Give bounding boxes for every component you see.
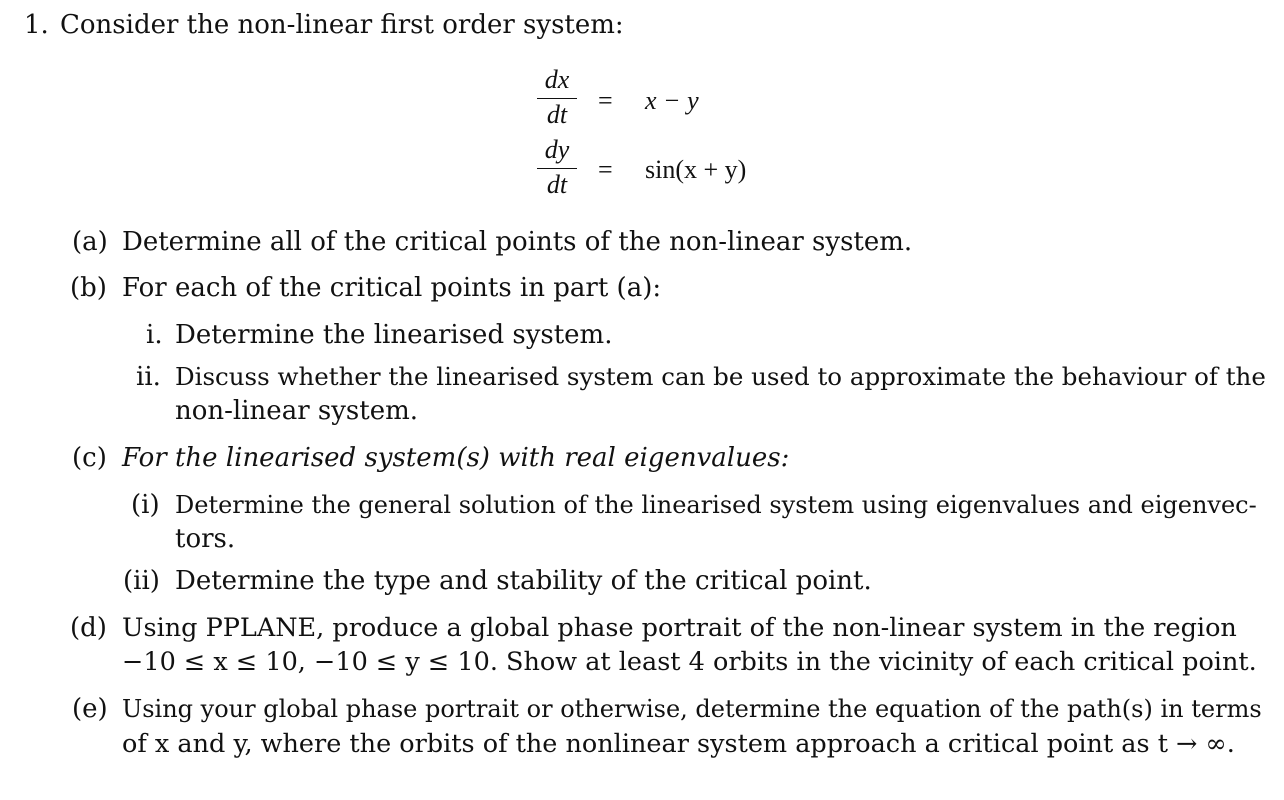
part-d-line1: Using PPLANE, produce a global phase portrait of the non-linear system in the region: [122, 613, 1237, 643]
part-b-label: (b): [70, 273, 107, 303]
part-c-ii-label: (ii): [123, 566, 160, 596]
part-b-i-text: Determine the linearised system.: [175, 320, 613, 350]
eq2-rhs: sin(x + y): [645, 155, 747, 184]
part-b-i-label: i.: [146, 320, 163, 350]
question-intro: Consider the non-linear first order system:: [60, 10, 624, 40]
eq2-numerator: dy: [544, 135, 570, 164]
question-number: 1.: [24, 10, 49, 40]
part-c-i-label: (i): [131, 490, 160, 520]
part-e-label: (e): [72, 694, 108, 724]
part-e-line1: Using your global phase portrait or otherwise, determine the equation of the path(s) in terms: [122, 695, 1262, 723]
eq1-fraction-bar: [537, 98, 577, 99]
part-b-text: For each of the critical points in part (a):: [122, 273, 662, 303]
part-a-label: (a): [72, 227, 108, 257]
part-c-i-line1: Determine the general solution of the linearised system using eigenvalues and eigenvec-: [175, 491, 1257, 519]
part-b-ii-label: ii.: [136, 362, 161, 392]
part-c-i-line2: tors.: [175, 524, 236, 554]
part-a-text: Determine all of the critical points of the non-linear system.: [122, 227, 913, 257]
part-b-ii-line2: non-linear system.: [175, 396, 419, 426]
eq1-fraction: [537, 66, 577, 129]
eq2-fraction-bar: [537, 168, 577, 169]
eq1-rhs: x − y: [645, 86, 699, 115]
eq1-numerator: dx: [544, 65, 570, 94]
part-e-line2: of x and y, where the orbits of the nonlinear system approach a critical point as t → ∞.: [122, 729, 1235, 759]
part-c-text: For the linearised system(s) with real eigenvalues:: [122, 443, 790, 473]
part-c-label: (c): [72, 443, 107, 473]
eq1-equals: =: [598, 86, 613, 115]
part-d-label: (d): [70, 613, 107, 643]
eq2-fraction: [537, 136, 577, 199]
part-c-ii-text: Determine the type and stability of the critical point.: [175, 566, 872, 596]
eq2-denominator: dt: [546, 170, 568, 199]
eq1-denominator: dt: [546, 100, 568, 129]
part-b-ii-line1: Discuss whether the linearised system can be used to approximate the behaviour of the: [175, 362, 1266, 391]
eq2-equals: =: [598, 155, 613, 184]
part-d-line2: −10 ≤ x ≤ 10, −10 ≤ y ≤ 10. Show at least 4 orbits in the vicinity of each critical point.: [122, 647, 1257, 677]
